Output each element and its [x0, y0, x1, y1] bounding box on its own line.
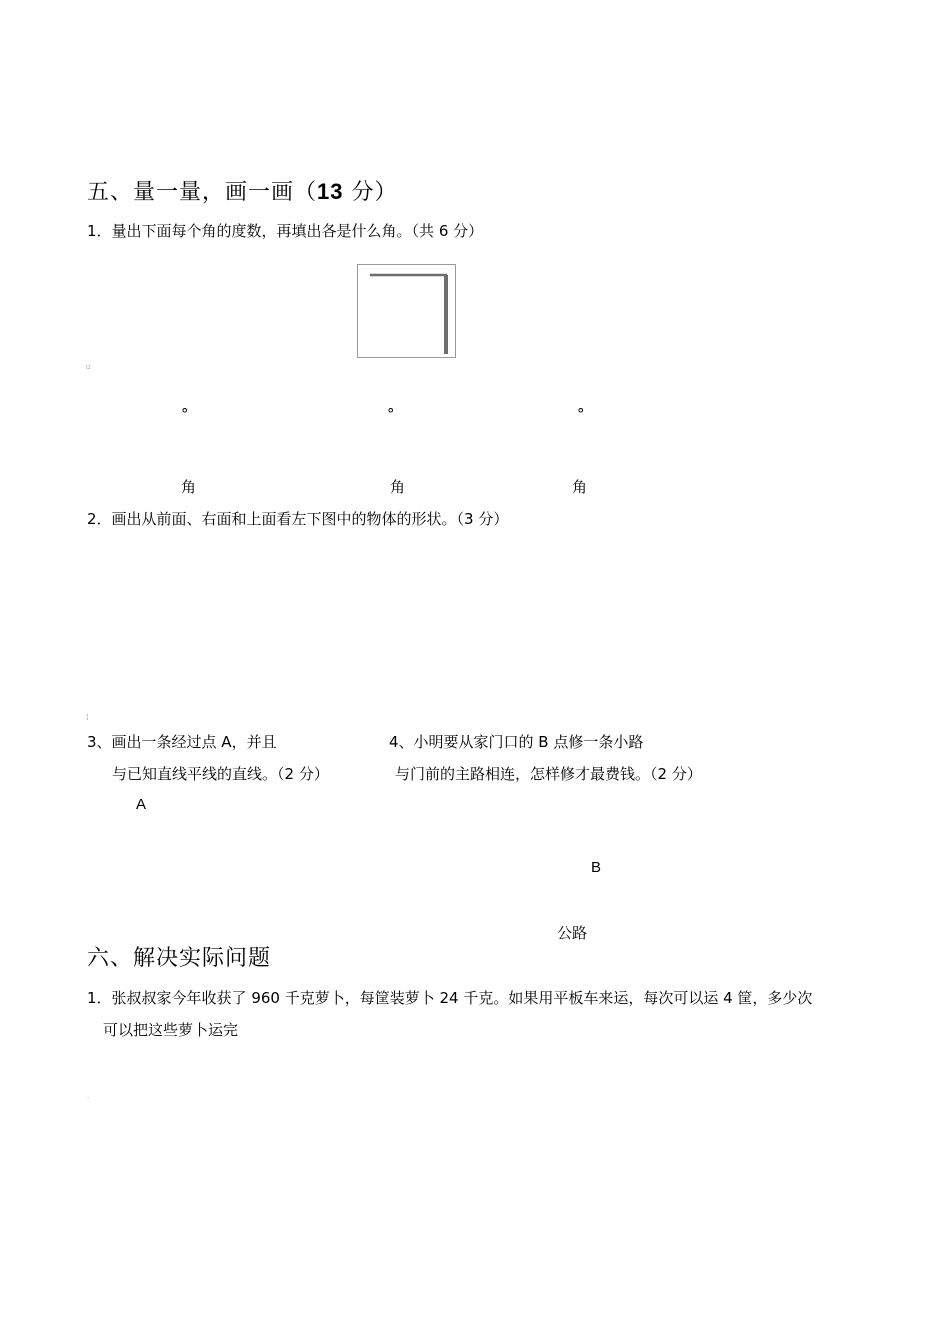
angle-2-degree: ° — [387, 405, 395, 423]
question-3-line-1: 3、画出一条经过点 A，并且 — [87, 733, 277, 751]
section-6-question-1-line-2: 可以把这些萝卜运完 — [103, 1021, 239, 1039]
angle-figure — [357, 264, 456, 358]
road-label: 公路 — [557, 924, 588, 942]
angle-1-degree: ° — [181, 405, 189, 423]
question-1-text: 1．量出下面每个角的度数，再填出各是什么角。（共 6 分） — [87, 222, 484, 240]
point-b-label: B — [591, 859, 602, 876]
small-marker-2: ¦ — [86, 713, 89, 721]
angle-2-type: 角 — [390, 478, 406, 496]
section-5-heading — [87, 175, 398, 206]
angle-1-type: 角 — [181, 478, 197, 496]
point-a-label: A — [136, 796, 147, 813]
small-marker: ▫ — [86, 363, 91, 371]
question-4-line-1: 4、小明要从家门口的 B 点修一条小路 — [389, 733, 644, 751]
section-6-heading: 六、解决实际问题 — [87, 946, 272, 971]
question-3-line-2: 与已知直线平线的直线。（2 分） — [112, 765, 329, 783]
question-4-line-2: 与门前的主路相连，怎样修才最费钱。（2 分） — [395, 765, 702, 783]
section-5-heading-suffix: 分） — [343, 180, 398, 205]
angle-3-type: 角 — [572, 478, 588, 496]
question-2-text: 2．画出从前面、右面和上面看左下图中的物体的形状。（3 分） — [87, 510, 509, 528]
section-5-heading-score: 13 — [317, 179, 344, 204]
right-angle-drawing — [358, 265, 455, 357]
section-5-heading-prefix: 五、量一量，画一画（ — [87, 180, 318, 205]
small-marker-3: · — [87, 1094, 90, 1102]
angle-3-degree: ° — [577, 405, 585, 423]
section-6-question-1-line-1: 1．张叔叔家今年收获了 960 千克萝卜，每筐装萝卜 24 千克。如果用平板车来运，每次可以运 4 筐，多少次 — [87, 989, 813, 1007]
